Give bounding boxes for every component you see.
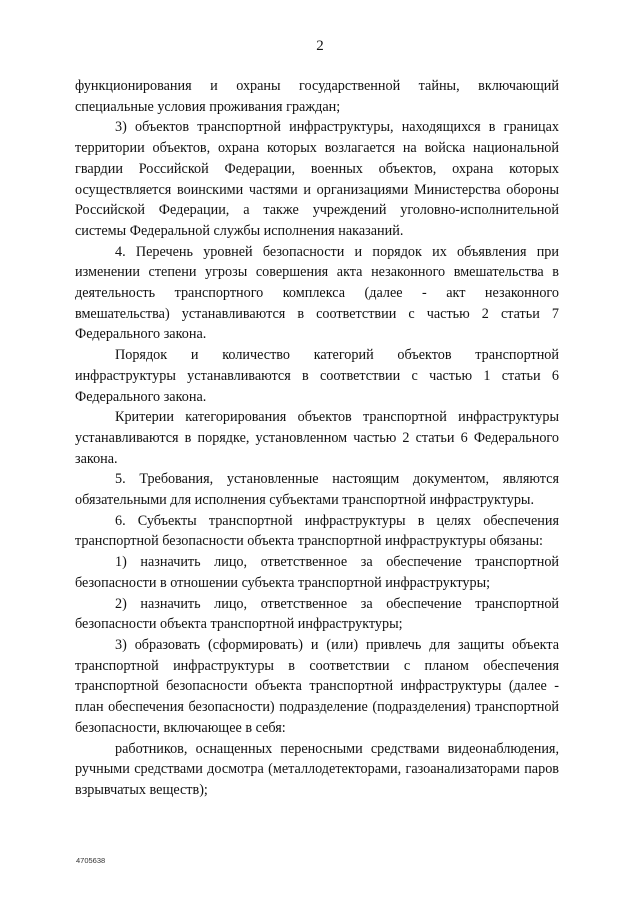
paragraph-section-6: 6. Субъекты транспортной инфраструктуры в целях обеспечения транспортной безопасности объекта транспортной инфраструктуры обязаны: [75,512,559,550]
paragraph-duty-3: 3) образовать (сформировать) и (или) привлечь для защиты объекта транспортной инфраструктуры в соответствии с планом обеспечения транспортной безопасности объекта транспортной инфраструктуры (далее - план обеспечения безопасности) подразделение (подразделения) транспортной безопасности, включающее в себя: [75,636,559,736]
document-body [75,76,559,801]
paragraph-section-5: 5. Требования, установленные настоящим документом, являются обязательными для исполнения субъектами транспортной инфраструктуры. [75,471,559,509]
document-code: 4705638 [76,856,106,865]
paragraph-categories-order: Порядок и количество категорий объектов транспортной инфраструктуры устанавливаются в соответствии с частью 1 статьи 6 Федерального закона. [75,347,559,405]
paragraph-duty-2: 2) назначить лицо, ответственное за обеспечение транспортной безопасности объекта транспортной инфраструктуры; [75,595,559,633]
paragraph-workers: работников, оснащенных переносными средствами видеонаблюдения, ручными средствами досмотра (металлодетекторами, газоанализаторами паров взрывчатых веществ); [75,740,559,798]
paragraph-categories-criteria: Критерии категорирования объектов транспортной инфраструктуры устанавливаются в порядке, установленном частью 2 статьи 6 Федерального закона. [75,409,559,467]
page-number: 2 [316,38,324,54]
paragraph-continuation: функционирования и охраны государственной тайны, включающий специальные условия проживания граждан; [75,78,559,115]
paragraph-duty-1: 1) назначить лицо, ответственное за обеспечение транспортной безопасности в отношении субъекта транспортной инфраструктуры; [75,554,559,591]
paragraph-item-3: 3) объектов транспортной инфраструктуры, находящихся в границах территории объектов, охрана которых возлагается на войска национальной гвардии Российской Федерации, военных объектов, охрана которых осуществляется воинскими частями и организациями Министерства обороны Российской Федерации, а также учреждений уголовно-исполнительной системы Федеральной службы исполнения наказаний. [75,119,559,239]
paragraph-section-4: 4. Перечень уровней безопасности и порядок их объявления при изменении степени угрозы совершения акта незаконного вмешательства в деятельность транспортного комплекса (далее - акт незаконного вмешательства) устанавливаются в соответствии с частью 2 статьи 7 Федерального закона. [75,243,559,343]
